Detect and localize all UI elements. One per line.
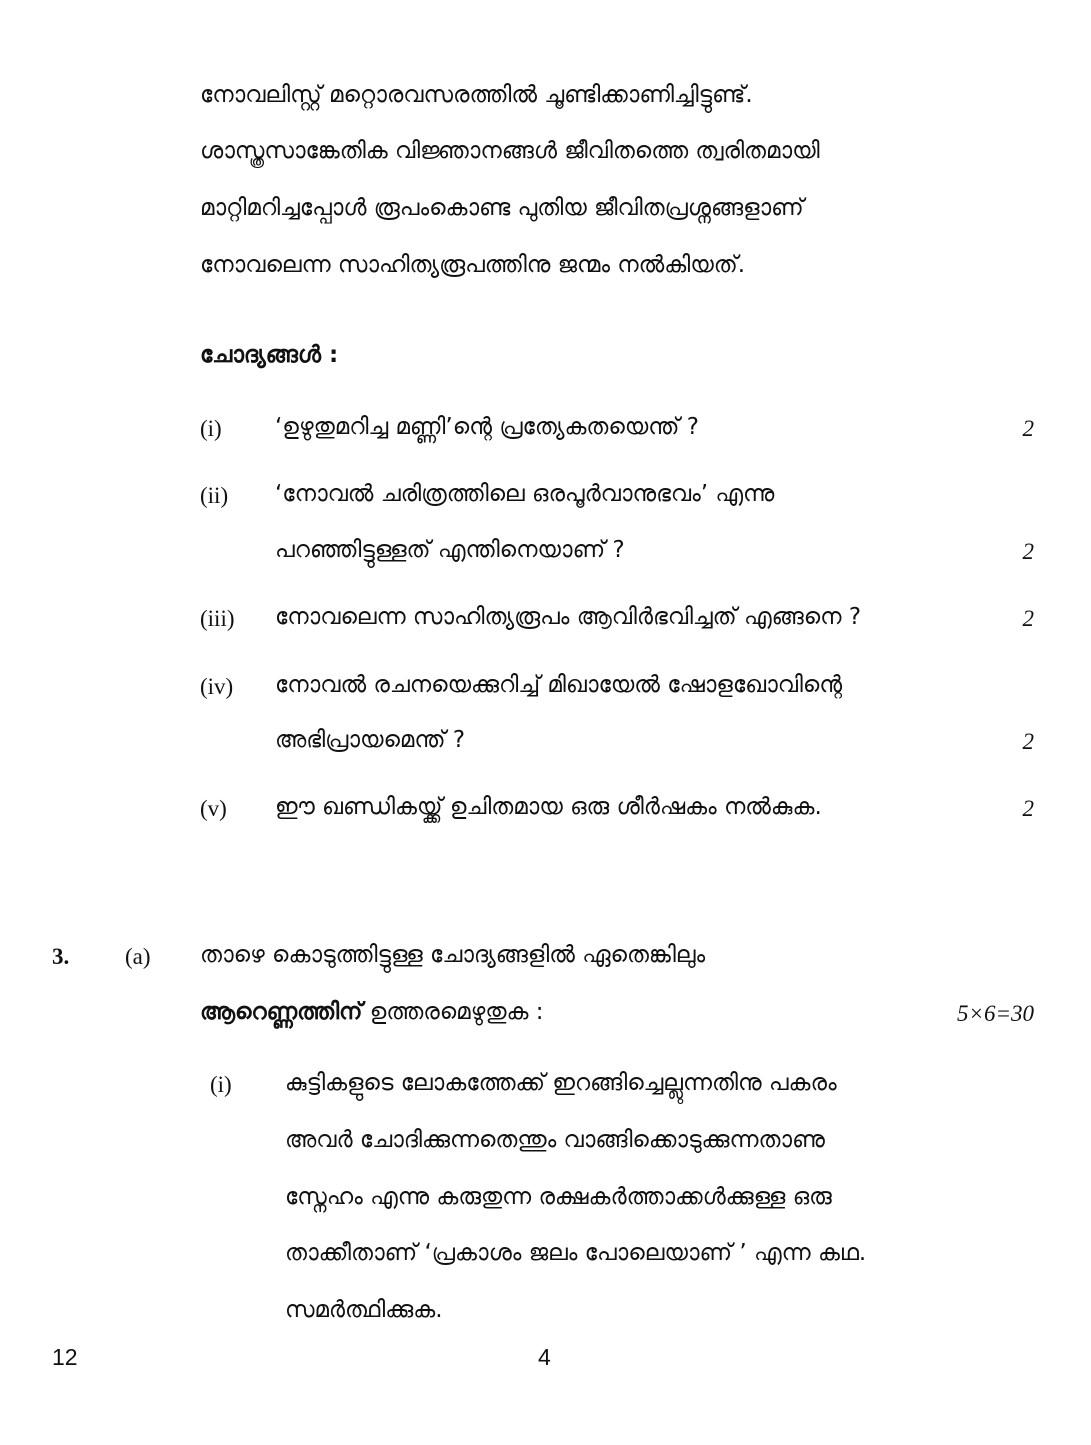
- question-marks: 2: [1022, 796, 1034, 821]
- question-text: ‘നോവൽ ചരിത്രത്തിലെ ഒരപൂർവാനുഭവം’ എന്നു: [275, 481, 775, 507]
- item-line-2: അവർ ചോദിക്കുന്നതെന്തും വാങ്ങിക്കൊടുക്കുന്നതാണു: [285, 1127, 825, 1153]
- question-text-continued: അഭിപ്രായമെന്ത് ?: [275, 727, 466, 753]
- question-text: നോവലെന്ന സാഹിത്യരൂപം ആവിർഭവിച്ചത് എങ്ങനെ ?: [275, 604, 862, 630]
- question-text-continued: പറഞ്ഞിട്ടുള്ളത് എന്തിനെയാണ് ?: [275, 537, 625, 563]
- questions-heading: ചോദ്യങ്ങൾ :: [200, 342, 339, 368]
- passage-line-1: നോവലിസ്റ്റ് മറ്റൊരവസരത്തിൽ ചൂണ്ടിക്കാണിച്ചിട്ടുണ്ട്.: [200, 82, 753, 108]
- instruction-emphasis: ആറെണ്ണത്തിന്: [200, 999, 363, 1025]
- passage-line-2: ശാസ്ത്രസാങ്കേതിക വിജ്ഞാനങ്ങൾ ജീവിതത്തെ ത്വരിതമായി: [200, 138, 820, 164]
- question-marks: 2: [1022, 539, 1034, 564]
- question-number: (iv): [200, 674, 234, 699]
- section-part: (a): [125, 944, 151, 969]
- page-number: 4: [538, 1344, 551, 1370]
- question-marks: 2: [1022, 729, 1034, 754]
- question-marks: 2: [1022, 606, 1034, 631]
- question-number: (v): [200, 796, 227, 821]
- item-number: (i): [210, 1072, 232, 1097]
- section-marks: 5×6=30: [956, 1001, 1034, 1026]
- item-line-3: സ്നേഹം എന്നു കരുതുന്ന രക്ഷകർത്താക്കൾക്കുള്ള ഒരു: [285, 1184, 832, 1210]
- passage-line-4: നോവലെന്ന സാഹിത്യരൂപത്തിനു ജന്മം നൽകിയത്.: [200, 252, 746, 278]
- section-instruction-continued: [200, 999, 544, 1025]
- passage-line-3: മാറ്റിമറിച്ചപ്പോൾ രൂപംകൊണ്ട പുതിയ ജീവിതപ്രശ്നങ്ങളാണ്: [200, 195, 804, 221]
- item-line-1: കുട്ടികളുടെ ലോകത്തേക്ക് ഇറങ്ങിച്ചെല്ലുന്നതിനു പകരം: [285, 1070, 837, 1096]
- section-number: 3.: [52, 944, 70, 969]
- question-number: (iii): [200, 606, 235, 631]
- question-paper-code: 12: [52, 1344, 78, 1370]
- item-line-4: താക്കീതാണ് ‘പ്രകാശം ജലം പോലെയാണ് ’ എന്ന കഥ.: [285, 1240, 867, 1266]
- question-text: നോവൽ രചനയെക്കുറിച്ച് മിഖായേൽ ഷോളഖോവിന്റെ: [275, 672, 843, 698]
- question-marks: 2: [1022, 416, 1034, 441]
- question-number: (i): [200, 416, 222, 441]
- question-text: ഈ ഖണ്ഡികയ്ക്ക് ഉചിതമായ ഒരു ശീർഷകം നൽകുക.: [275, 794, 822, 820]
- question-text: ‘ഉഴുതുമറിച്ച മണ്ണി’ന്റെ പ്രത്യേകതയെന്ത് ?: [275, 414, 700, 440]
- question-number: (ii): [200, 483, 229, 508]
- item-line-5: സമർത്ഥിക്കുക.: [285, 1297, 443, 1323]
- section-instruction: താഴെ കൊടുത്തിട്ടുള്ള ചോദ്യങ്ങളിൽ ഏതെങ്കിലും: [200, 942, 706, 968]
- instruction-rest: ഉത്തരമെഴുതുക :: [362, 999, 544, 1025]
